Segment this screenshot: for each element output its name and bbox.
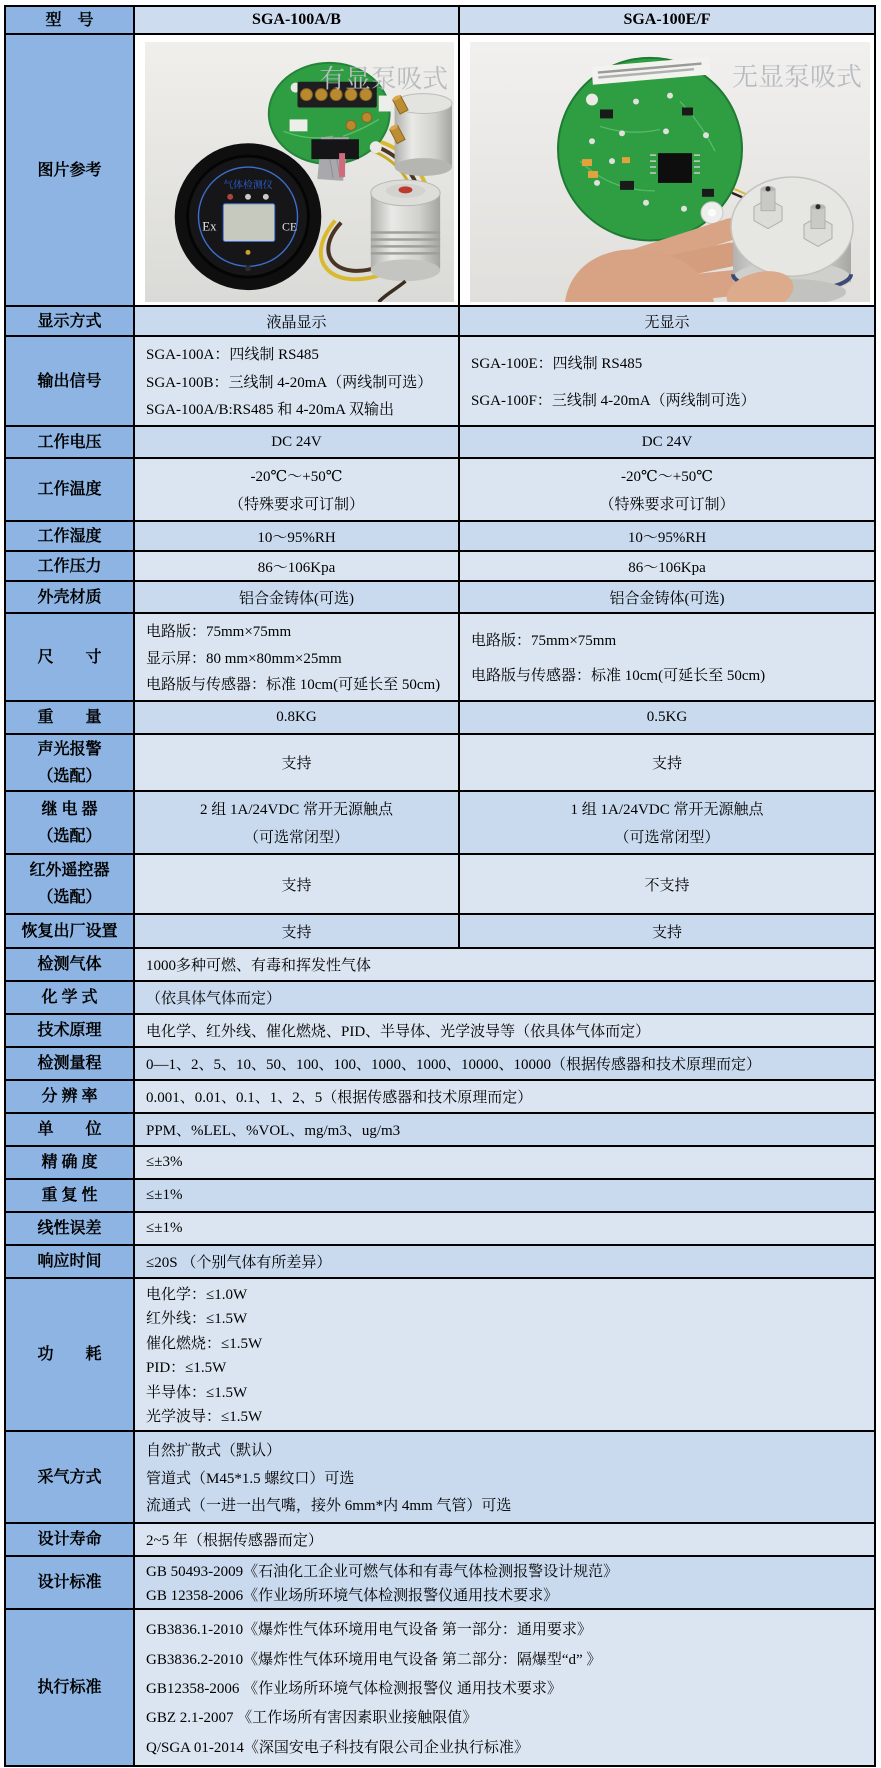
row-dimensions	[6, 614, 874, 702]
output-line: SGA-100A：四线制 RS485	[146, 347, 319, 364]
standard-line: GB3836.1-2010《爆炸性气体环境用电气设备 第一部分：通用要求》	[146, 1622, 592, 1639]
output-line: SGA-100F：三线制 4-20mA（两线制可选）	[471, 392, 756, 409]
voltage-right: DC 24V	[460, 427, 874, 457]
right-photo-watermark: 无显泵吸式	[732, 62, 862, 92]
accuracy-value: ≤±3%	[135, 1147, 874, 1178]
model-header-label: 型 号	[6, 7, 135, 33]
row-output-signal	[6, 337, 874, 427]
row-label: 设计标准	[6, 1557, 135, 1608]
device-title-text: 气体检测仪	[223, 179, 273, 191]
temp-line: （特殊要求可订制）	[599, 496, 735, 513]
row-label: 检测量程	[6, 1048, 135, 1079]
row-ir-remote	[6, 855, 874, 915]
row-design-lifetime	[6, 1524, 874, 1557]
dimensions-left	[135, 614, 460, 700]
response-time-value: ≤20S （个别气体有所差异）	[135, 1246, 874, 1277]
row-label: 执行标准	[6, 1610, 135, 1765]
row-design-standards	[6, 1557, 874, 1610]
standard-line: GB12358-2006 《作业场所环境气体检测报警仪 通用技术要求》	[146, 1680, 562, 1697]
standard-line: GB 50493-2009《石油化工企业可燃气体和有毒气体检测报警设计规范》	[146, 1564, 619, 1580]
display-mode-right: 无显示	[460, 307, 874, 335]
row-label: 继 电 器 （选配）	[6, 792, 135, 853]
row-label: 化 学 式	[6, 982, 135, 1013]
row-label: 工作电压	[6, 427, 135, 457]
pressure-left: 86～106Kpa	[135, 552, 460, 580]
row-execution-standards	[6, 1610, 874, 1765]
execution-standards-values	[135, 1610, 874, 1765]
photo-row-label: 图片参考	[6, 35, 135, 305]
left-product-photo-illustration	[145, 42, 454, 302]
ce-mark-text: CE	[282, 219, 298, 234]
row-label: 技术原理	[6, 1015, 135, 1046]
table-header-row	[6, 7, 874, 35]
row-weight	[6, 702, 874, 735]
row-detection-range	[6, 1048, 874, 1081]
power-line: PID：≤1.5W	[146, 1360, 227, 1377]
standard-line: GB3836.2-2010《爆炸性气体环境用电气设备 第二部分：隔爆型“d” 》	[146, 1651, 602, 1668]
relay-line: （可选常闭型）	[243, 829, 349, 846]
units-value: PPM、%LEL、%VOL、mg/m3、ug/m3	[135, 1114, 874, 1145]
row-label: 声光报警 （选配）	[6, 735, 135, 790]
row-label: 重 量	[6, 702, 135, 733]
output-line: SGA-100B：三线制 4-20mA（两线制可选）	[146, 374, 433, 391]
row-label: 工作湿度	[6, 522, 135, 550]
row-label: 工作温度	[6, 459, 135, 520]
row-units	[6, 1114, 874, 1147]
output-line: SGA-100E：四线制 RS485	[471, 356, 643, 373]
row-technical-principle	[6, 1015, 874, 1048]
row-label: 分 辨 率	[6, 1081, 135, 1112]
row-power-consumption	[6, 1279, 874, 1432]
design-lifetime-value: 2~5 年（根据传感器而定）	[135, 1524, 874, 1555]
relay-left	[135, 792, 460, 853]
row-factory-reset	[6, 915, 874, 949]
detectable-gases-value: 1000多种可燃、有毒和挥发性气体	[135, 949, 874, 980]
right-product-photo-illustration	[470, 42, 870, 302]
row-label: 红外遥控器 （选配）	[6, 855, 135, 913]
standard-line: GBZ 2.1-2007 《工作场所有害因素职业接触限值》	[146, 1710, 478, 1727]
power-line: 半导体：≤1.5W	[146, 1384, 248, 1401]
power-line: 电化学：≤1.0W	[146, 1286, 248, 1303]
power-line: 催化燃烧：≤1.5W	[146, 1335, 263, 1352]
factory-reset-left: 支持	[135, 915, 460, 947]
row-label: 外壳材质	[6, 582, 135, 612]
sampling-line: 自然扩散式（默认）	[146, 1442, 282, 1459]
temp-line: -20℃～+50℃	[620, 469, 713, 486]
ex-mark-text: Ex	[202, 219, 217, 234]
remote-left: 支持	[135, 855, 460, 913]
row-label: 工作压力	[6, 552, 135, 580]
row-repeatability	[6, 1180, 874, 1213]
dimension-line: 电路版：75mm×75mm	[471, 632, 617, 649]
row-housing-material	[6, 582, 874, 614]
output-line: SGA-100A/B:RS485 和 4-20mA 双输出	[146, 401, 394, 418]
output-signal-left	[135, 337, 460, 425]
temperature-left	[135, 459, 460, 520]
linearity-error-value: ≤±1%	[135, 1213, 874, 1244]
row-label: 线性误差	[6, 1213, 135, 1244]
row-display-mode	[6, 307, 874, 337]
row-working-humidity	[6, 522, 874, 552]
model-name-left: SGA-100A/B	[135, 7, 460, 33]
row-label: 恢复出厂设置	[6, 915, 135, 947]
row-label: 检测气体	[6, 949, 135, 980]
row-response-time	[6, 1246, 874, 1279]
remote-right: 不支持	[460, 855, 874, 913]
row-resolution	[6, 1081, 874, 1114]
row-label: 采气方式	[6, 1432, 135, 1522]
output-signal-right	[460, 337, 874, 425]
humidity-right: 10～95%RH	[460, 522, 874, 550]
sampling-line: 流通式（一进一出气嘴，接外 6mm*内 4mm 气管）可选	[146, 1498, 512, 1515]
alarm-left: 支持	[135, 735, 460, 790]
temperature-right	[460, 459, 874, 520]
display-mode-left: 液晶显示	[135, 307, 460, 335]
standard-line: GB 12358-2006《作业场所环境气体检测报警仪通用技术要求》	[146, 1588, 559, 1604]
alarm-right: 支持	[460, 735, 874, 790]
weight-right: 0.5KG	[460, 702, 874, 733]
row-label: 输出信号	[6, 337, 135, 425]
row-accuracy	[6, 1147, 874, 1180]
row-label: 功 耗	[6, 1279, 135, 1430]
row-label: 响应时间	[6, 1246, 135, 1277]
relay-line: 1 组 1A/24VDC 常开无源触点	[570, 802, 764, 819]
photo-row	[6, 35, 874, 307]
power-line: 光学波导：≤1.5W	[146, 1409, 263, 1426]
pressure-right: 86～106Kpa	[460, 552, 874, 580]
spec-table	[4, 5, 876, 1767]
housing-left: 铝合金铸体(可选)	[135, 582, 460, 612]
gas-sampling-values	[135, 1432, 874, 1522]
voltage-left: DC 24V	[135, 427, 460, 457]
row-audible-visual-alarm	[6, 735, 874, 792]
row-working-pressure	[6, 552, 874, 582]
row-label: 单 位	[6, 1114, 135, 1145]
detector-illustration	[175, 143, 322, 290]
relay-right	[460, 792, 874, 853]
sampling-line: 管道式（M45*1.5 螺纹口）可选	[146, 1470, 355, 1487]
technical-principle-value: 电化学、红外线、催化燃烧、PID、半导体、光学波导等（依具体气体而定）	[135, 1015, 874, 1046]
row-label: 尺 寸	[6, 614, 135, 700]
product-photo-left	[135, 35, 460, 305]
dimension-line: 电路版与传感器：标准 10cm(可延长至 50cm)	[471, 668, 766, 685]
row-label: 显示方式	[6, 307, 135, 335]
repeatability-value: ≤±1%	[135, 1180, 874, 1211]
housing-right: 铝合金铸体(可选)	[460, 582, 874, 612]
power-line: 红外线：≤1.5W	[146, 1311, 248, 1328]
factory-reset-right: 支持	[460, 915, 874, 947]
model-name-right: SGA-100E/F	[460, 7, 874, 33]
pcb-illustration	[558, 57, 742, 241]
design-standards-values	[135, 1557, 874, 1608]
relay-line: 2 组 1A/24VDC 常开无源触点	[200, 802, 393, 819]
dimension-line: 电路版与传感器：标准 10cm(可延长至 50cm)	[146, 677, 441, 694]
standard-line: Q/SGA 01-2014《深国安电子科技有限公司企业执行标准》	[146, 1739, 529, 1756]
temp-line: （特殊要求可订制）	[228, 496, 364, 513]
row-linearity-error	[6, 1213, 874, 1246]
row-detectable-gases	[6, 949, 874, 982]
power-consumption-values	[135, 1279, 874, 1430]
chemical-formula-value: （依具体气体而定）	[135, 982, 874, 1013]
dimension-line: 显示屏：80 mm×80mm×25mm	[146, 650, 342, 667]
humidity-left: 10～95%RH	[135, 522, 460, 550]
row-working-temperature	[6, 459, 874, 522]
row-label: 重 复 性	[6, 1180, 135, 1211]
row-working-voltage	[6, 427, 874, 459]
temp-line: -20℃～+50℃	[250, 469, 343, 486]
cylinder-sensor-illustration	[389, 94, 452, 176]
dimension-line: 电路版：75mm×75mm	[146, 623, 292, 640]
resolution-value: 0.001、0.01、0.1、1、2、5（根据传感器和技术原理而定）	[135, 1081, 874, 1112]
row-label: 精 确 度	[6, 1147, 135, 1178]
detection-range-value: 0—1、2、5、10、50、100、100、1000、1000、10000、10000（根据传感器和技术原理而定）	[135, 1048, 874, 1079]
dimensions-right	[460, 614, 874, 700]
weight-left: 0.8KG	[135, 702, 460, 733]
product-photo-right	[460, 35, 874, 305]
row-relay	[6, 792, 874, 855]
row-label: 设计寿命	[6, 1524, 135, 1555]
left-photo-watermark: 有显泵吸式	[319, 64, 449, 94]
relay-line: （可选常闭型）	[614, 829, 720, 846]
row-gas-sampling-method	[6, 1432, 874, 1524]
row-chemical-formula	[6, 982, 874, 1015]
